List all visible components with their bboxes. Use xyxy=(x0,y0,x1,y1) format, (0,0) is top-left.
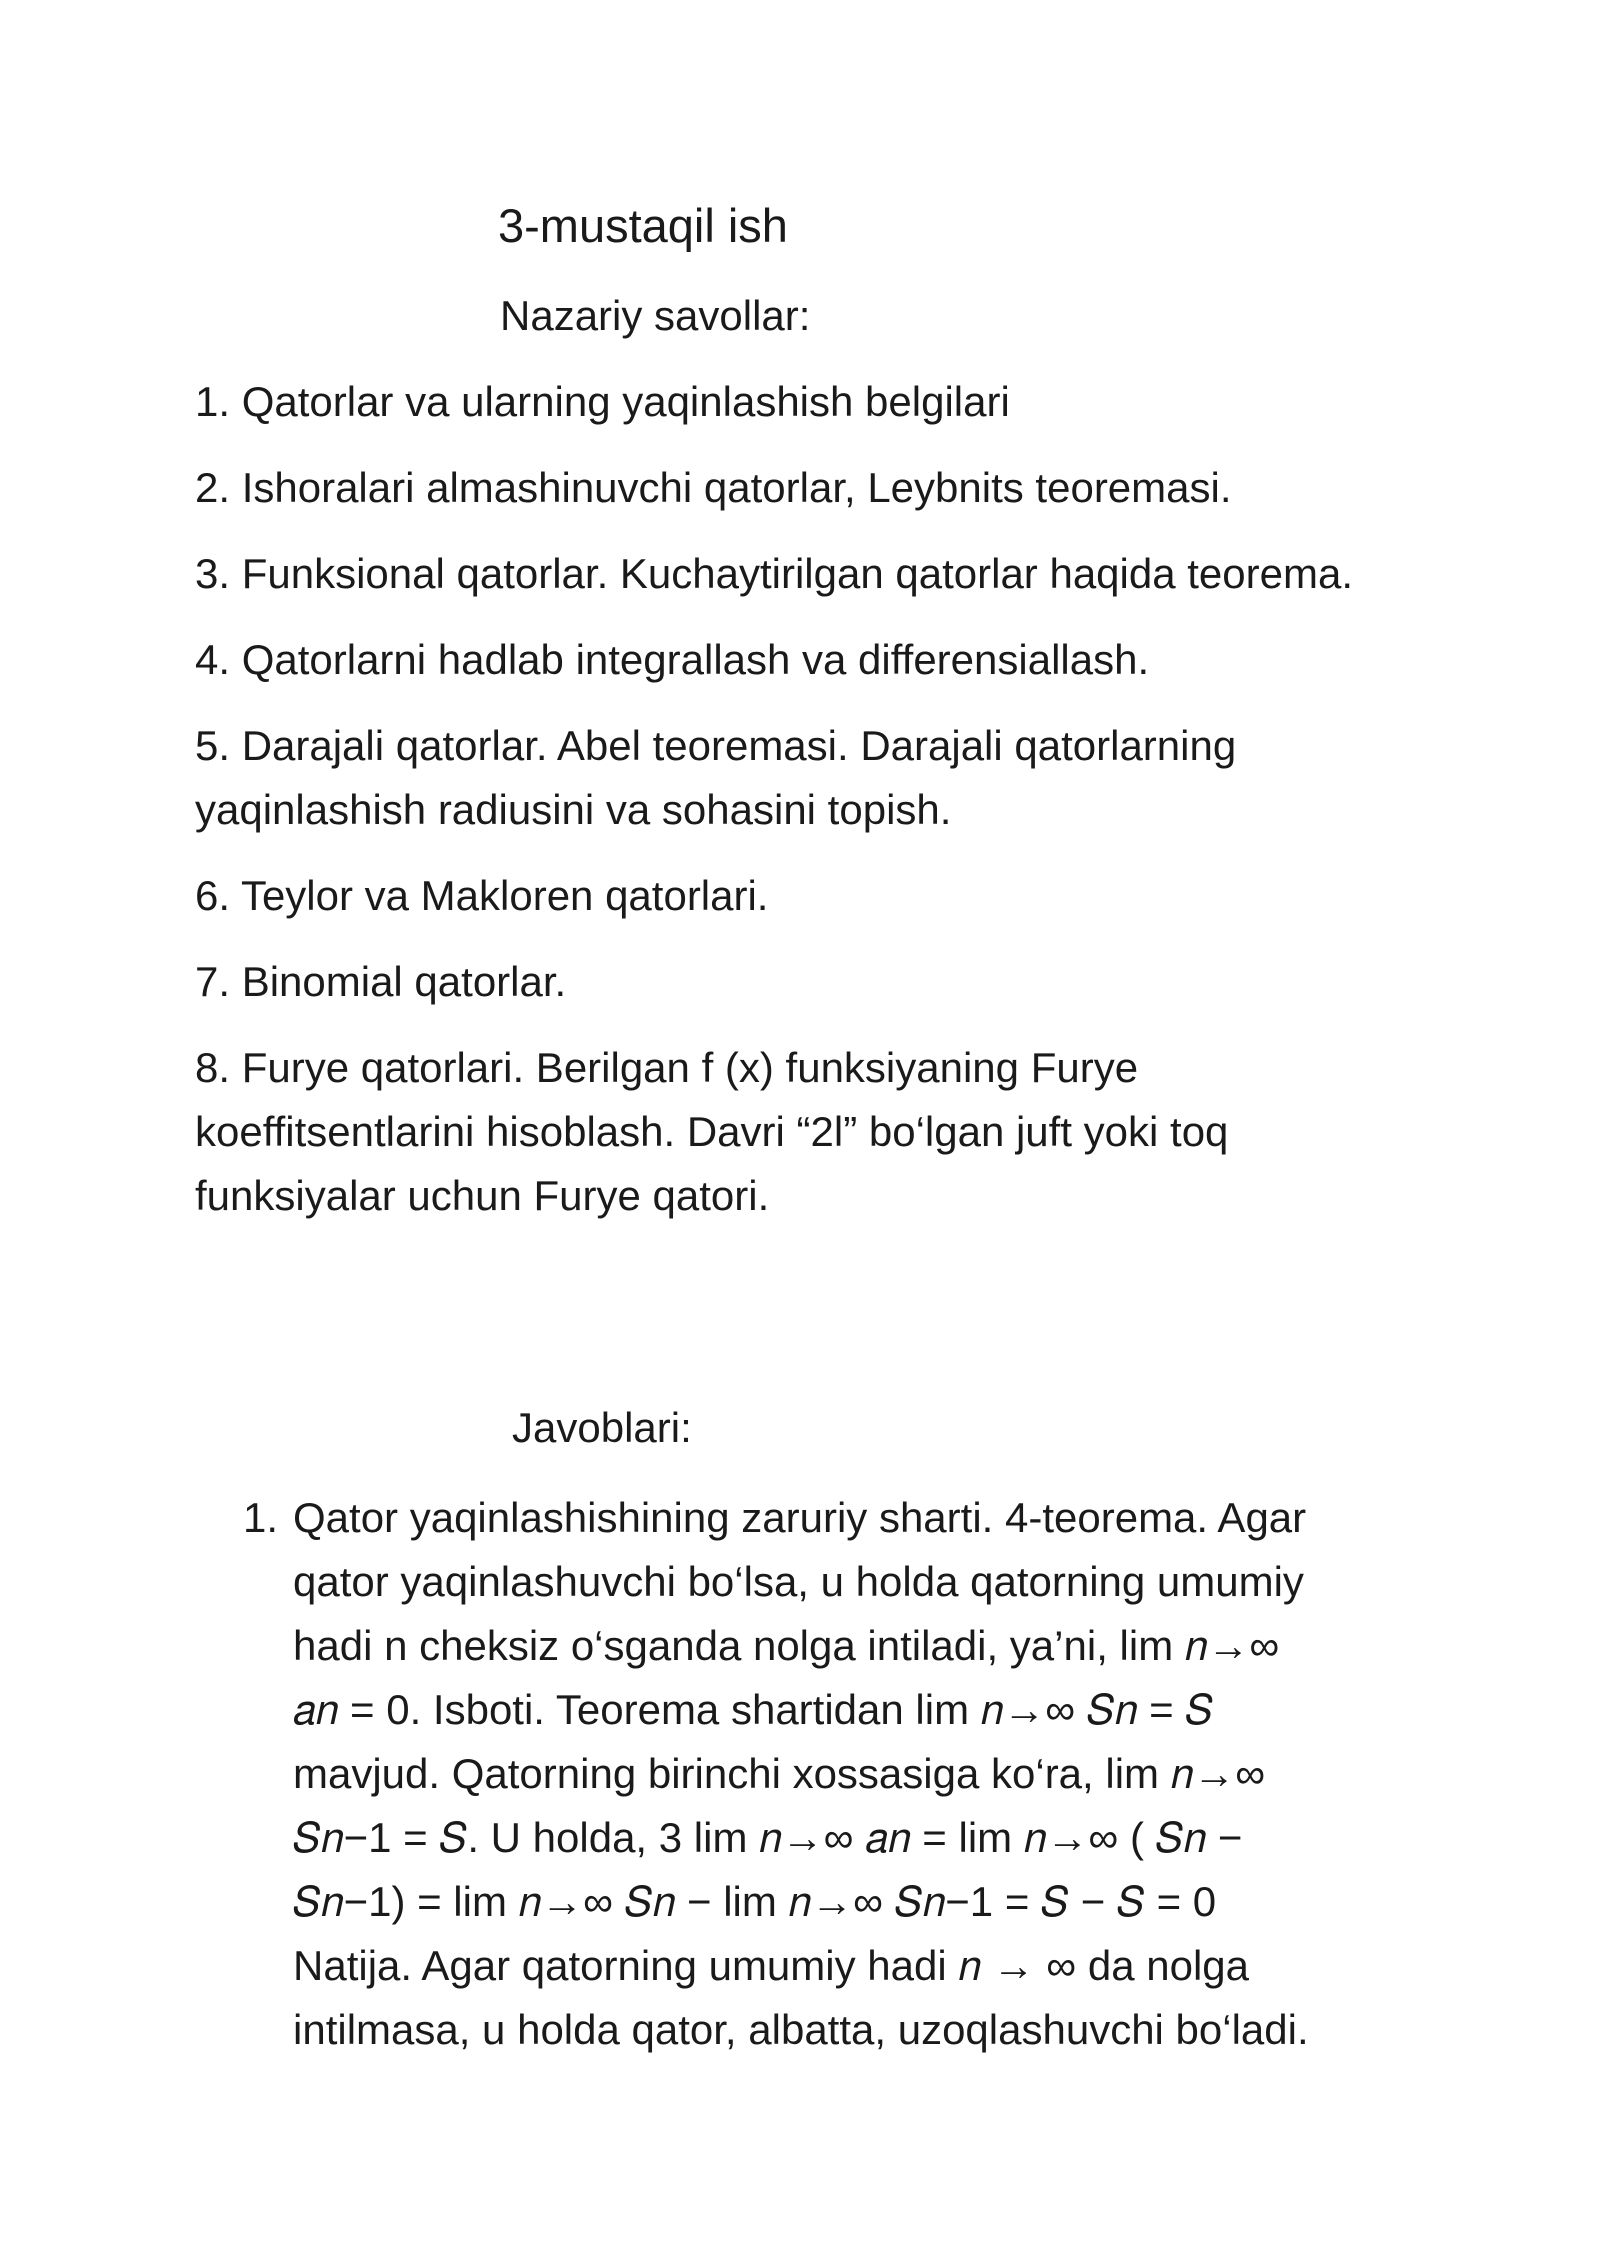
answer-line: intilmasa, u holda qator, albatta, uzoqlashuvchi bo‘ladi. xyxy=(293,2006,1309,2053)
answer-line: 𝑆𝑛−1) = lim 𝑛→∞ 𝑆𝑛 − lim 𝑛→∞ 𝑆𝑛−1 = 𝑆 − 𝑆 = 0 xyxy=(293,1878,1217,1925)
question-item: 4. Qatorlarni hadlab integrallash va differensiallash. xyxy=(195,636,1150,683)
answers-heading: Javoblari: xyxy=(512,1404,692,1451)
answer-line: Qator yaqinlashishining zaruriy sharti. 4-teorema. Agar xyxy=(293,1494,1307,1541)
question-item: 3. Funksional qatorlar. Kuchaytirilgan qatorlar haqida teorema. xyxy=(195,550,1353,597)
answer-line: qator yaqinlashuvchi bo‘lsa, u holda qatorning umumiy xyxy=(293,1558,1304,1605)
answer-line: 𝑆𝑛−1 = 𝑆. U holda, 3 lim 𝑛→∞ 𝑎𝑛 = lim 𝑛→∞ ( 𝑆𝑛 − xyxy=(293,1814,1243,1861)
answer-line: mavjud. Qatorning birinchi xossasiga ko‘ra, lim 𝑛→∞ xyxy=(293,1750,1266,1797)
question-item: 2. Ishoralari almashinuvchi qatorlar, Leybnits teoremasi. xyxy=(195,464,1232,511)
answer-line: Natija. Agar qatorning umumiy hadi 𝑛 → ∞ da nolga xyxy=(293,1942,1250,1989)
answer-line: 𝑎𝑛 = 0. Isboti. Teorema shartidan lim 𝑛→∞ 𝑆𝑛 = 𝑆 xyxy=(293,1686,1214,1733)
answer-line: hadi n cheksiz o‘sganda nolga intiladi, ya’ni, lim 𝑛→∞ xyxy=(293,1622,1280,1669)
answer-number: 1. xyxy=(243,1494,279,1541)
question-item: 7. Binomial qatorlar. xyxy=(195,958,567,1005)
document-title: 3-mustaqil ish xyxy=(498,199,788,252)
question-item: 1. Qatorlar va ularning yaqinlashish belgilari xyxy=(195,378,1010,425)
question-item: 5. Darajali qatorlar. Abel teoremasi. Darajali qatorlarning yaqinlashish radiusini va sohasini topish. xyxy=(195,722,1237,833)
question-item: 6. Teylor va Makloren qatorlari. xyxy=(195,872,769,919)
answer-text xyxy=(293,1486,1393,2062)
question-item: 8. Furye qatorlari. Berilgan f (x) funksiyaning Furye koeffitsentlarini hisoblash. Davri “2l” bo‘lgan juft yoki toq funksiyalar uchun Furye qatori. xyxy=(195,1044,1229,1219)
theory-questions-heading: Nazariy savollar: xyxy=(500,292,811,339)
questions-list xyxy=(195,370,1385,1250)
